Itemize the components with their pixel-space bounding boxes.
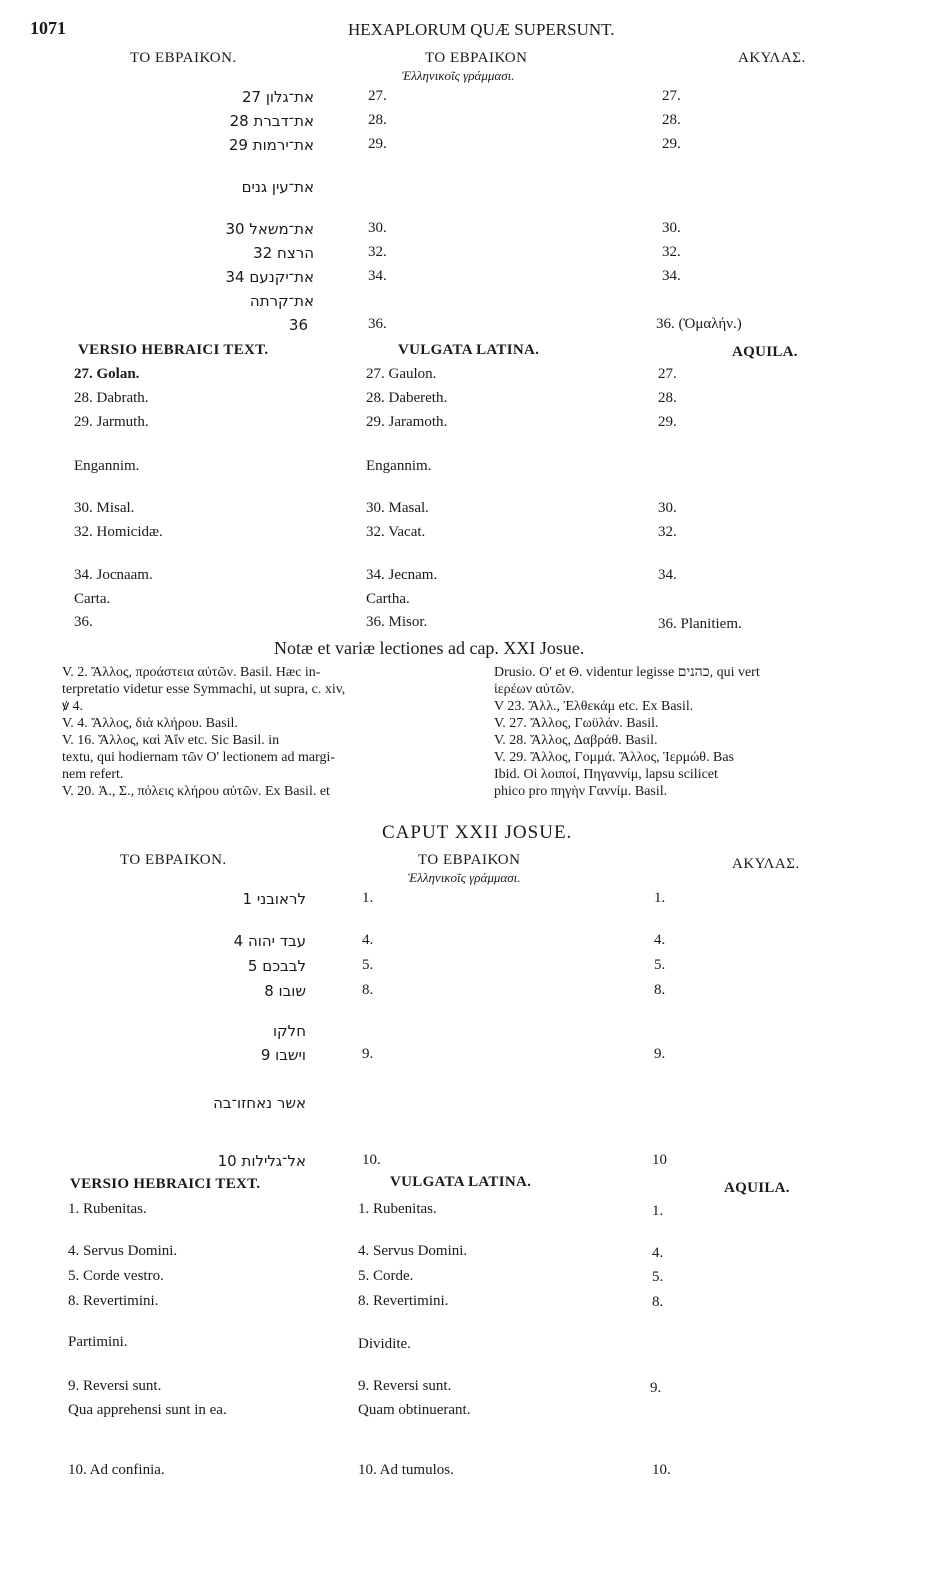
greek-cell: 1. xyxy=(362,890,374,906)
latin-aquila-cell: 28. xyxy=(658,390,677,406)
latin-head-aquila: AQUILA. xyxy=(732,344,798,360)
latin-vulgate-cell: 30. Masal. xyxy=(366,500,429,516)
latin-aquila-cell: 36. Planitiem. xyxy=(658,616,742,632)
latin-aquila-cell: 8. xyxy=(652,1294,664,1310)
latin-hebrew-cell: 4. Servus Domini. xyxy=(68,1243,178,1259)
latin-hebrew-cell: 28. Dabrath. xyxy=(74,390,149,406)
note-line: Drusio. Ο' et Θ. videntur legisse כהנים, qui vert xyxy=(494,665,760,680)
heb-cell: את־משאל 30 xyxy=(225,220,314,238)
greek-cell: 29. xyxy=(368,136,387,152)
latin-hebrew-cell: 36. xyxy=(74,614,93,630)
col-head-greek-letters-sub: Ἑλληνικοῖς γράμμασι. xyxy=(402,68,515,83)
heb-cell: אל־גלילות 10 xyxy=(217,1152,306,1170)
latin-vulgate-cell: 36. Misor. xyxy=(366,614,428,630)
latin-aquila-cell: 32. xyxy=(658,524,677,540)
latin-hebrew-cell: Partimini. xyxy=(68,1334,128,1350)
latin-hebrew-cell: Qua apprehensi sunt in ea. xyxy=(68,1402,227,1418)
note-line: ἱερέων αὐτῶν. xyxy=(494,682,575,697)
note-line: V. 29. Ἄλλος, Γομμά. Ἄλλος, Ἱερμώθ. Bas xyxy=(494,750,735,765)
latin-head-vulgate: VULGATA LATINA. xyxy=(398,342,540,358)
latin-vulgate-cell: 9. Reversi sunt. xyxy=(358,1378,452,1394)
greek-cell: 4. xyxy=(362,932,374,948)
col-head-hebrew: ΤΟ ΕΒΡΑΙΚΟΝ. xyxy=(120,852,227,868)
latin-hebrew-cell: Engannim. xyxy=(74,458,140,474)
aquila-cell: 34. xyxy=(662,268,681,284)
latin-aquila-cell: 10. xyxy=(652,1462,671,1478)
latin-vulgate-cell: 4. Servus Domini. xyxy=(358,1243,468,1259)
greek-cell: 28. xyxy=(368,112,387,128)
latin-hebrew-cell: 8. Revertimini. xyxy=(68,1293,159,1309)
greek-cell: 30. xyxy=(368,220,387,236)
latin-aquila-cell: 5. xyxy=(652,1269,664,1285)
latin-hebrew-cell: 1. Rubenitas. xyxy=(68,1201,147,1217)
latin-vulgate-cell: 29. Jaramoth. xyxy=(366,414,448,430)
heb-cell: שובו 8 xyxy=(264,982,306,1000)
heb-cell: עבד יהוה 4 xyxy=(233,932,306,950)
latin-vulgate-cell: Engannim. xyxy=(366,458,432,474)
latin-hebrew-cell: Carta. xyxy=(74,591,111,607)
note-line: V. 27. Ἄλλος, Γωϋλάν. Basil. xyxy=(494,716,659,731)
latin-head-hebrew: VERSIO HEBRAICI TEXT. xyxy=(78,342,269,358)
aquila-cell: 9. xyxy=(654,1046,666,1062)
latin-vulgate-cell: 10. Ad tumulos. xyxy=(358,1462,454,1478)
heb-cell: את־יקנעם 34 xyxy=(225,268,314,286)
note-line: textu, qui hodiernam τῶν Ο' lectionem ad margi- xyxy=(62,750,336,765)
aquila-cell: 28. xyxy=(662,112,681,128)
note-line: V. 4. Ἄλλος, διὰ κλήρου. Basil. xyxy=(62,716,238,731)
heb-cell: את־ירמות 29 xyxy=(228,136,314,154)
note-line: nem refert. xyxy=(62,767,124,782)
heb-cell: את־גלון 27 xyxy=(241,88,314,106)
note-line: V. 20. Ἀ., Σ., πόλεις κλήρου αὐτῶν. Ex Basil. et xyxy=(62,784,330,799)
latin-vulgate-cell: 27. Gaulon. xyxy=(366,366,437,382)
latin-hebrew-cell: 27. Golan. xyxy=(74,366,140,382)
col-head-aquila: ΑΚΥΛΑΣ. xyxy=(732,856,800,872)
aquila-cell: 36. (Ὁμαλήν.) xyxy=(656,316,742,332)
aquila-cell: 29. xyxy=(662,136,681,152)
latin-aquila-cell: 1. xyxy=(652,1203,664,1219)
col-head-aquila: ΑΚΥΛΑΣ. xyxy=(738,50,806,66)
note-line: phico pro πηγὴν Γαννίμ. Basil. xyxy=(494,784,668,799)
latin-hebrew-cell: 10. Ad confinia. xyxy=(68,1462,165,1478)
chapter-title: CAPUT XXII JOSUE. xyxy=(382,822,573,843)
heb-cell: וישבו 9 xyxy=(260,1046,306,1064)
note-line: V. 2. Ἄλλος, προάστεια αὐτῶν. Basil. Hæc in- xyxy=(62,665,321,680)
col-head-greek-letters-sub: Ἑλληνικοῖς γράμμασι. xyxy=(408,870,521,885)
latin-aquila-cell: 27. xyxy=(658,366,677,382)
heb-cell: את־דברת 28 xyxy=(229,112,314,130)
latin-hebrew-cell: 32. Homicidæ. xyxy=(74,524,163,540)
notes-right-column xyxy=(494,664,914,800)
latin-aquila-cell: 34. xyxy=(658,567,677,583)
heb-cell: לבבכם 5 xyxy=(247,957,306,975)
latin-aquila-cell: 29. xyxy=(658,414,677,430)
latin-aquila-cell: 9. xyxy=(650,1380,662,1396)
latin-hebrew-cell: 9. Reversi sunt. xyxy=(68,1378,162,1394)
aquila-cell: 32. xyxy=(662,244,681,260)
notes-left-column xyxy=(62,664,476,800)
aquila-cell: 4. xyxy=(654,932,666,948)
page-number: 1071 xyxy=(30,18,66,38)
greek-cell: 27. xyxy=(368,88,387,104)
latin-hebrew-cell: 5. Corde vestro. xyxy=(68,1268,164,1284)
aquila-cell: 10 xyxy=(652,1152,667,1168)
col-head-greek-letters: ΤΟ ΕΒΡΑΙΚΟΝ xyxy=(425,50,528,66)
latin-head-hebrew: VERSIO HEBRAICI TEXT. xyxy=(70,1176,261,1192)
latin-head-aquila: AQUILA. xyxy=(724,1180,790,1196)
greek-cell: 36. xyxy=(368,316,387,332)
aquila-cell: 30. xyxy=(662,220,681,236)
latin-head-vulgate: VULGATA LATINA. xyxy=(390,1174,532,1190)
latin-vulgate-cell: Cartha. xyxy=(366,591,410,607)
aquila-cell: 8. xyxy=(654,982,666,998)
heb-cell: הרצח 32 xyxy=(253,244,314,262)
greek-cell: 10. xyxy=(362,1152,381,1168)
latin-vulgate-cell: 28. Dabereth. xyxy=(366,390,448,406)
running-title: HEXAPLORUM QUÆ SUPERSUNT. xyxy=(348,20,615,39)
note-line: ꝟ 4. xyxy=(62,699,84,714)
latin-hebrew-cell: 30. Misal. xyxy=(74,500,135,516)
notes-title: Notæ et variæ lectiones ad cap. XXI Josue. xyxy=(274,638,585,658)
heb-cell: את־קרתה xyxy=(249,292,314,310)
greek-cell: 9. xyxy=(362,1046,374,1062)
heb-cell: אשר נאחזו־בה xyxy=(213,1094,306,1112)
latin-aquila-cell: 30. xyxy=(658,500,677,516)
latin-vulgate-cell: 34. Jecnam. xyxy=(366,567,438,583)
note-line: terpretatio videtur esse Symmachi, ut supra, c. xiv, xyxy=(62,682,346,697)
latin-hebrew-cell: 34. Jocnaam. xyxy=(74,567,153,583)
note-line: Ibid. Οἱ λοιποί, Πηγαννίμ, lapsu scilicet xyxy=(494,767,718,782)
latin-vulgate-cell: 5. Corde. xyxy=(358,1268,414,1284)
greek-cell: 34. xyxy=(368,268,387,284)
aquila-cell: 1. xyxy=(654,890,666,906)
latin-vulgate-cell: Quam obtinuerant. xyxy=(358,1402,471,1418)
heb-cell: 36 xyxy=(288,316,308,334)
note-line: V 23. Ἄλλ., Ἐλθεκάμ etc. Ex Basil. xyxy=(494,699,694,714)
note-line: V. 16. Ἄλλος, καὶ Ἀἴν etc. Sic Basil. in xyxy=(62,733,280,748)
latin-vulgate-cell: 1. Rubenitas. xyxy=(358,1201,437,1217)
heb-cell: את־עין גנים xyxy=(241,178,314,196)
latin-aquila-cell: 4. xyxy=(652,1245,664,1261)
aquila-cell: 5. xyxy=(654,957,666,973)
heb-cell: לראובני 1 xyxy=(242,890,306,908)
greek-cell: 32. xyxy=(368,244,387,260)
latin-vulgate-cell: 32. Vacat. xyxy=(366,524,426,540)
latin-hebrew-cell: 29. Jarmuth. xyxy=(74,414,149,430)
greek-cell: 5. xyxy=(362,957,374,973)
latin-vulgate-cell: Dividite. xyxy=(358,1336,411,1352)
aquila-cell: 27. xyxy=(662,88,681,104)
col-head-greek-letters: ΤΟ ΕΒΡΑΙΚΟΝ xyxy=(418,852,521,868)
note-line: V. 28. Ἄλλος, Δαβράθ. Basil. xyxy=(494,733,658,748)
greek-cell: 8. xyxy=(362,982,374,998)
heb-cell: חלקו xyxy=(272,1022,306,1040)
latin-vulgate-cell: 8. Revertimini. xyxy=(358,1293,449,1309)
col-head-hebrew: ΤΟ ΕΒΡΑΙΚΟΝ. xyxy=(130,50,237,66)
